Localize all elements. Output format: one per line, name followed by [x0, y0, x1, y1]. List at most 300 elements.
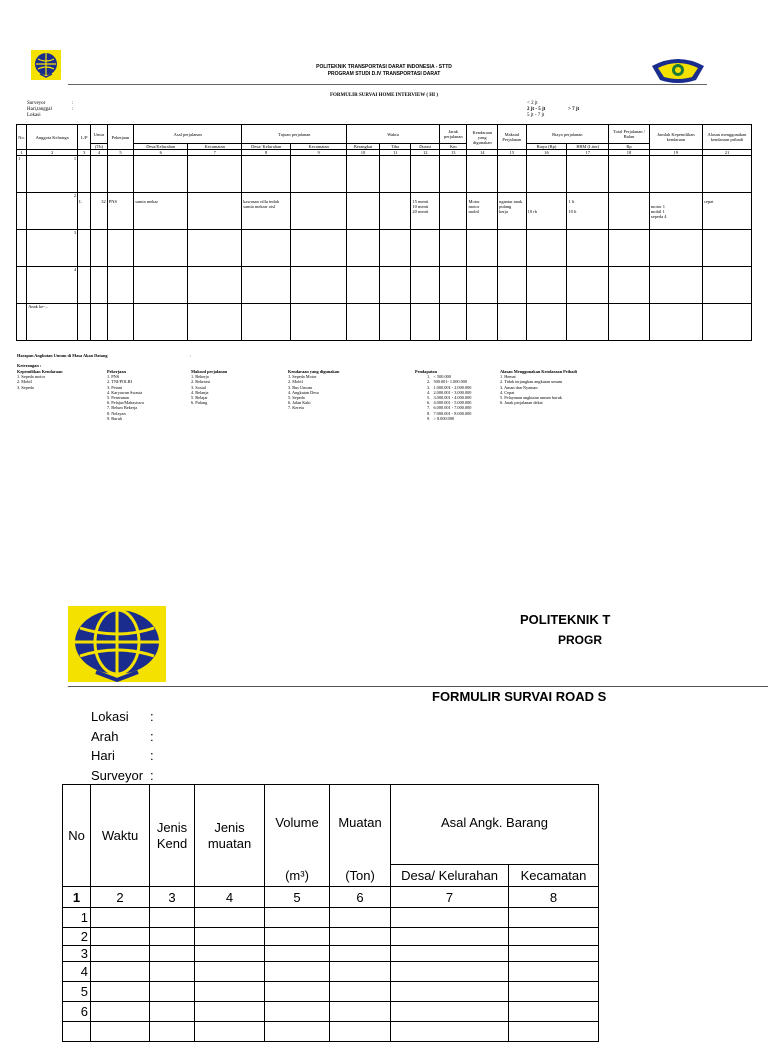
cell-desa[interactable] [391, 1022, 509, 1042]
legend-item: 4. Belanja [191, 389, 209, 395]
col-biaya: Biaya perjalanan [526, 125, 609, 144]
cell-total[interactable] [609, 230, 650, 267]
col-asal: Asal perjalanan [134, 125, 242, 144]
col-jenis-muatan: Jenis muatan [195, 785, 265, 887]
cell-durasi[interactable] [411, 156, 440, 193]
legend-item: 6. Pulang [191, 400, 208, 406]
legend-item: 5. Pelayanan angkutan umum buruk [500, 395, 562, 401]
legend-item: 9. Buruh [107, 415, 123, 421]
cell-biaya[interactable]: 10 rb [526, 193, 567, 230]
cell-umur[interactable] [91, 267, 107, 304]
cell-no [17, 304, 27, 341]
legend-item: 6. Jalan Kaki [288, 400, 311, 406]
legend-item: 2. Mobil [17, 379, 32, 385]
legend-item: 7. Belum Bekerja [107, 405, 138, 411]
cell-tiba[interactable] [379, 304, 411, 341]
cell-pekerjaan[interactable] [107, 267, 134, 304]
table-row [17, 156, 752, 193]
legend-item: 3. Sosial [191, 384, 206, 390]
cell-volume[interactable] [265, 1002, 330, 1022]
cell-lp[interactable] [78, 230, 91, 267]
legend-item: 3. Bus Umum [288, 384, 312, 390]
cell-berangkat[interactable] [347, 193, 380, 230]
cell-kendaraan[interactable] [467, 267, 498, 304]
cell-waktu[interactable] [91, 982, 150, 1002]
legend-item: 5. 3.000.001 - 4.000.000 [427, 395, 472, 401]
cell-desa[interactable] [391, 928, 509, 946]
table-row [63, 946, 599, 962]
legend-item: 1. Hemat [500, 374, 516, 380]
cell-lp[interactable] [78, 267, 91, 304]
cell-volume[interactable] [265, 962, 330, 982]
cell-waktu[interactable] [91, 1022, 150, 1042]
cell-kendaraan[interactable] [467, 230, 498, 267]
field-label-lokasi: Lokasi [91, 709, 129, 724]
cell-jenis-kend[interactable] [150, 1022, 195, 1042]
cell-desa[interactable] [391, 908, 509, 928]
cell-bbm[interactable] [567, 267, 609, 304]
cell-durasi[interactable] [411, 304, 440, 341]
col-number: 17 [567, 150, 609, 156]
cell-kendaraan[interactable] [467, 304, 498, 341]
cell-jenis-kend[interactable] [150, 908, 195, 928]
col-number: 15 [498, 150, 527, 156]
cell-lp[interactable] [78, 304, 91, 341]
income-option-2: 2 jt - 5 jt [527, 107, 546, 112]
field-label-hari: Hari [91, 748, 115, 763]
cell-muatan[interactable] [330, 908, 391, 928]
cell-jumlah[interactable] [649, 304, 702, 341]
legend-title: Kepemilikan Kendaraan [17, 369, 63, 374]
col-number: 3 [150, 887, 195, 908]
legend-title: Kendaraan yang digunakan [288, 369, 340, 374]
cell-kecamatan[interactable] [509, 946, 599, 962]
legend-item: 2. Mobil [288, 379, 303, 385]
table-row [17, 304, 752, 341]
cell-kec2[interactable] [291, 156, 347, 193]
row-number: 2 [63, 928, 91, 946]
col-number: 3 [78, 150, 91, 156]
cell-muatan[interactable] [330, 1022, 391, 1042]
sub-durasi: Durasi [411, 144, 440, 150]
field-label-date: Hari,tanggal [27, 107, 52, 112]
field-colon: : [150, 709, 154, 724]
col-number: 4 [195, 887, 265, 908]
cell-desa2[interactable] [242, 304, 291, 341]
legend-item: 5. Belajar [191, 395, 208, 401]
table-row [63, 1002, 599, 1022]
row-index-marker: 1 [27, 156, 78, 193]
col-number: 6 [134, 150, 188, 156]
legend-title: Pendapatan [415, 369, 437, 374]
col-number: 2 [91, 887, 150, 908]
cell-berangkat[interactable] [347, 267, 380, 304]
cell-umur[interactable] [91, 156, 107, 193]
harapan-label: Harapan Angkutan Umum di Masa Akan Datang [17, 353, 108, 358]
cell-maksud[interactable] [498, 230, 527, 267]
cell-muatan[interactable] [330, 1002, 391, 1022]
col-number: 10 [347, 150, 380, 156]
unit-volume: (m³) [265, 865, 330, 887]
cell-volume[interactable] [265, 908, 330, 928]
cell-maksud[interactable] [498, 156, 527, 193]
cell-maksud[interactable] [498, 267, 527, 304]
legend-kendaraan [288, 369, 339, 411]
col-number-row [63, 887, 599, 908]
cell-muatan[interactable] [330, 962, 391, 982]
cell-umur[interactable] [91, 304, 107, 341]
cell-desa[interactable] [391, 1002, 509, 1022]
row-number: 1 [17, 156, 27, 193]
cell-kec1[interactable] [188, 193, 242, 230]
field-colon: : [72, 101, 74, 106]
legend-item: 2. TNI/POLRI [107, 379, 132, 385]
table-row [63, 908, 599, 928]
col-number: 1 [63, 887, 91, 908]
cell-alasan[interactable]: cepat [702, 193, 751, 230]
legend-item: 6. Pelajar/Mahasiswa [107, 400, 144, 406]
program-name-large: PROGR [558, 633, 603, 647]
table-row [17, 267, 752, 304]
legend-item: 7. 6.000.001 - 7.000.000 [427, 405, 472, 411]
cell-km[interactable] [439, 156, 467, 193]
col-number: 19 [649, 150, 702, 156]
cell-no [17, 193, 27, 230]
cell-total[interactable] [609, 156, 650, 193]
legend-item: 1. Bekerja [191, 374, 209, 380]
field-label-location: Lokasi [27, 113, 41, 118]
col-waktu: Waktu [347, 125, 440, 144]
cell-volume[interactable] [265, 982, 330, 1002]
col-total: Total Perjalanan / Bulan [609, 125, 650, 144]
row-index-marker: 2 [27, 193, 78, 230]
cell-alasan[interactable] [702, 304, 751, 341]
legend-item: 3. Aman dan Nyaman [500, 384, 538, 390]
institution-name-large: POLITEKNIK T [520, 612, 611, 627]
field-colon: : [72, 107, 74, 112]
cell-jenis-kend[interactable] [150, 982, 195, 1002]
cell-bbm[interactable]: 1 lt 10 lt [567, 193, 609, 230]
col-maksud: Maksud Perjalanan [498, 125, 527, 150]
cell-kec1[interactable] [188, 230, 242, 267]
cell-biaya[interactable] [526, 267, 567, 304]
cell-kendaraan[interactable]: Motor motor mobil [467, 193, 498, 230]
cell-jumlah[interactable] [649, 156, 702, 193]
col-number: 6 [330, 887, 391, 908]
cell-kec2[interactable] [291, 230, 347, 267]
cell-muatan[interactable] [330, 946, 391, 962]
cell-desa2[interactable] [242, 156, 291, 193]
legend-pendapatan [415, 369, 471, 421]
cell-jenis-muatan[interactable] [195, 928, 265, 946]
keterangan-label: Keterangan : [17, 363, 42, 368]
cell-desa[interactable] [391, 946, 509, 962]
cell-total[interactable] [609, 304, 650, 341]
cell-km[interactable] [439, 267, 467, 304]
legend-kepemilikan [17, 369, 62, 390]
cell-durasi[interactable]: 15 menit 10 menit 20 menit [411, 193, 440, 230]
institution-name: POLITEKNIK TRANSPORTASI DARAT INDONESIA - STTD [316, 64, 452, 70]
col-number: 13 [439, 150, 467, 156]
legend-item: 8. 7.000.001 - 8.000.000 [427, 410, 472, 416]
cell-total[interactable] [609, 193, 650, 230]
cell-bbm[interactable] [567, 304, 609, 341]
cell-volume[interactable] [265, 946, 330, 962]
table-row [63, 928, 599, 946]
cell-tiba[interactable] [379, 193, 411, 230]
row-index-marker: 3 [27, 230, 78, 267]
legend-item: 5. Pensiunan [107, 395, 129, 401]
col-jenis-kend: Jenis Kend [150, 785, 195, 887]
cell-waktu[interactable] [91, 1002, 150, 1022]
cell-jenis-muatan[interactable] [195, 962, 265, 982]
cell-km[interactable] [439, 193, 467, 230]
field-label-arah: Arah [91, 728, 119, 744]
cell-durasi[interactable] [411, 230, 440, 267]
cell-waktu[interactable] [91, 908, 150, 928]
col-number: 21 [702, 150, 751, 156]
legend-pekerjaan [107, 369, 144, 421]
table-row [17, 193, 752, 230]
sub-desa1: Desa/Kelurahan [134, 144, 188, 150]
cell-pekerjaan[interactable] [107, 156, 134, 193]
sttd-logo-icon [31, 50, 61, 80]
cell-biaya[interactable] [526, 156, 567, 193]
cell-kec2[interactable] [291, 304, 347, 341]
cell-anggota: Anak ke-... [27, 304, 78, 341]
form-title-large: FORMULIR SURVAI ROAD S [432, 689, 607, 704]
cell-muatan[interactable] [330, 928, 391, 946]
sub-desa2: Desa/ Kelurahan [242, 144, 291, 150]
cell-pekerjaan[interactable] [107, 304, 134, 341]
cell-jenis-kend[interactable] [150, 928, 195, 946]
road-survey-fields [91, 707, 154, 785]
form-title: FORMULIR SURVAI HOME INTERVIEW ( HI ) [329, 93, 439, 98]
legend-item: 8. Nelayan [107, 410, 126, 416]
legend-item: 4. Cepat [500, 389, 515, 395]
cell-alasan[interactable] [702, 230, 751, 267]
col-volume: Volume [265, 785, 330, 865]
cell-desa1[interactable] [134, 156, 188, 193]
sub-rp: Rp [609, 144, 650, 150]
cell-biaya[interactable] [526, 304, 567, 341]
row-number: 5 [63, 982, 91, 1002]
sub-kec1: Kecamatan [188, 144, 242, 150]
legend-item: 2. Rekreasi [191, 379, 211, 385]
col-number: 5 [265, 887, 330, 908]
cell-biaya[interactable] [526, 230, 567, 267]
cell-kecamatan[interactable] [509, 928, 599, 946]
legend-item: 1. PNS [107, 374, 120, 380]
cell-pekerjaan[interactable] [107, 230, 134, 267]
cell-maksud[interactable] [498, 304, 527, 341]
cell-desa2[interactable] [242, 230, 291, 267]
cell-durasi[interactable] [411, 267, 440, 304]
field-colon: : [150, 728, 154, 744]
legend-title: Pekerjaan [107, 369, 126, 374]
emblem-icon [650, 56, 706, 84]
cell-jenis-muatan[interactable] [195, 982, 265, 1002]
legend-item: 1. < 500.000 [427, 374, 451, 380]
road-survey-table [62, 784, 599, 1042]
sub-desa: Desa/ Kelurahan [391, 865, 509, 887]
cell-kecamatan[interactable] [509, 1002, 599, 1022]
col-muatan: Muatan [330, 785, 391, 865]
cell-alasan[interactable] [702, 156, 751, 193]
income-option-4: > 7 jt [568, 107, 580, 112]
cell-tiba[interactable] [379, 156, 411, 193]
cell-kec1[interactable] [188, 156, 242, 193]
cell-bbm[interactable] [567, 156, 609, 193]
cell-berangkat[interactable] [347, 304, 380, 341]
cell-waktu[interactable] [91, 946, 150, 962]
legend-item: 4. Karyawan Swasta [107, 389, 143, 395]
table-row [63, 962, 599, 982]
col-tujuan: Tujuan perjalanan [242, 125, 347, 144]
cell-pekerjaan[interactable]: PNS [107, 193, 134, 230]
legend-item: 7. Kereta [288, 405, 304, 411]
cell-km[interactable] [439, 230, 467, 267]
cell-no [17, 230, 27, 267]
col-number: 12 [411, 150, 440, 156]
cell-umur[interactable] [91, 230, 107, 267]
col-number: 11 [379, 150, 411, 156]
cell-kec2[interactable] [291, 193, 347, 230]
cell-jenis-muatan[interactable] [195, 946, 265, 962]
cell-berangkat[interactable] [347, 230, 380, 267]
cell-jenis-kend[interactable] [150, 1002, 195, 1022]
survey-fields [27, 101, 73, 119]
cell-jumlah[interactable]: motor 1 mobil 1 sepeda 4 [649, 193, 702, 230]
sub-biaya-rp: Biaya (Rp) [526, 144, 567, 150]
cell-jenis-muatan[interactable] [195, 1022, 265, 1042]
cell-desa[interactable] [391, 982, 509, 1002]
cell-kendaraan[interactable] [467, 156, 498, 193]
harapan-colon: : [190, 353, 192, 358]
cell-kec2[interactable] [291, 267, 347, 304]
col-pekerjaan: Pekerjaan [107, 125, 134, 150]
legend-item: 4. Angkutan Desa [288, 389, 319, 395]
col-number: 1 [17, 150, 27, 156]
cell-lp[interactable] [78, 156, 91, 193]
row-number: 1 [63, 908, 91, 928]
cell-km[interactable] [439, 304, 467, 341]
col-number: 8 [509, 887, 599, 908]
cell-waktu[interactable] [91, 928, 150, 946]
cell-maksud[interactable]: ngantar anak pulang kerja [498, 193, 527, 230]
col-number: 18 [609, 150, 650, 156]
row-number: 3 [63, 946, 91, 962]
col-number: 14 [467, 150, 498, 156]
col-number: 16 [526, 150, 567, 156]
cell-desa1[interactable] [134, 304, 188, 341]
col-no: No [63, 785, 91, 887]
col-number: 7 [188, 150, 242, 156]
cell-volume[interactable] [265, 1022, 330, 1042]
col-number: 7 [391, 887, 509, 908]
cell-tiba[interactable] [379, 267, 411, 304]
cell-jumlah[interactable] [649, 230, 702, 267]
cell-jenis-muatan[interactable] [195, 1002, 265, 1022]
cell-umur[interactable]: 32 [91, 193, 107, 230]
col-kendaraan: Kendaraan yang digunakan [467, 125, 498, 150]
col-jumlah: Jumlah Kepemilikan kendaraan [649, 125, 702, 150]
col-number: 2 [27, 150, 78, 156]
cell-berangkat[interactable] [347, 156, 380, 193]
cell-lp[interactable]: L [78, 193, 91, 230]
sub-kec2: Kecamatan [291, 144, 347, 150]
col-alasan: Alasan menggunakan kendaraan pribadi [702, 125, 751, 150]
table-row [63, 982, 599, 1002]
cell-no [17, 267, 27, 304]
col-asal-angk-barang: Asal Angk. Barang [391, 785, 599, 865]
row-number: 6 [63, 1002, 91, 1022]
cell-kecamatan[interactable] [509, 962, 599, 982]
header-divider [68, 84, 707, 85]
sttd-logo-large-icon [68, 606, 166, 682]
legend-item: 6. Jarak perjalanan dekat [500, 400, 543, 406]
legend-item: 3. 1.000.001 - 2.000.000 [427, 384, 472, 390]
cell-volume[interactable] [265, 928, 330, 946]
cell-total[interactable] [609, 267, 650, 304]
legend-maksud [191, 369, 227, 405]
legend-item: 2. Tidak terjangkau angkutan umum [500, 379, 563, 385]
cell-kec1[interactable] [188, 304, 242, 341]
cell-kecamatan[interactable] [509, 1022, 599, 1042]
unit-muatan: (Ton) [330, 865, 391, 887]
legend-item: 1. Sepeda motor [17, 374, 46, 380]
legend-item: 2. 500.001- 1.000.000 [427, 379, 468, 385]
row-number [63, 1022, 91, 1042]
cell-muatan[interactable] [330, 982, 391, 1002]
cell-tiba[interactable] [379, 230, 411, 267]
legend-item: 5. Sepeda [288, 395, 305, 401]
cell-jenis-muatan[interactable] [195, 908, 265, 928]
cell-jumlah[interactable] [649, 267, 702, 304]
legend-item: 3. Sepeda [17, 384, 34, 390]
sub-bbm: BBM (Liter) [567, 144, 609, 150]
field-label-surveyor: Surveyor [91, 767, 144, 783]
cell-desa2[interactable]: kawasan villa indah samia mekarr otsl [242, 193, 291, 230]
legend-title: Maksud perjalanan [191, 369, 228, 374]
sub-tiba: Tiba [379, 144, 411, 150]
income-option-3: 5 jt - 7 jt [527, 113, 545, 118]
table-row [17, 230, 752, 267]
sub-kecamatan: Kecamatan [509, 865, 599, 887]
cell-waktu[interactable] [91, 962, 150, 982]
col-jarak: Jarak perjalanan [439, 125, 467, 144]
field-colon: : [150, 748, 154, 763]
cell-kecamatan[interactable] [509, 982, 599, 1002]
cell-desa1[interactable] [134, 267, 188, 304]
cell-jenis-kend[interactable] [150, 946, 195, 962]
field-colon: : [150, 767, 154, 783]
legend-item: 6. 4.000.001 - 5.000.000 [427, 400, 472, 406]
cell-alasan[interactable] [702, 267, 751, 304]
cell-kecamatan[interactable] [509, 908, 599, 928]
cell-desa1[interactable]: samia mekar [134, 193, 188, 230]
cell-kec1[interactable] [188, 267, 242, 304]
col-number: 9 [291, 150, 347, 156]
cell-desa[interactable] [391, 962, 509, 982]
cell-desa1[interactable] [134, 230, 188, 267]
cell-bbm[interactable] [567, 230, 609, 267]
cell-jenis-kend[interactable] [150, 962, 195, 982]
income-options [527, 101, 545, 119]
sub-berangkat: Berangkat [347, 144, 380, 150]
cell-desa2[interactable] [242, 267, 291, 304]
col-number: 5 [107, 150, 134, 156]
